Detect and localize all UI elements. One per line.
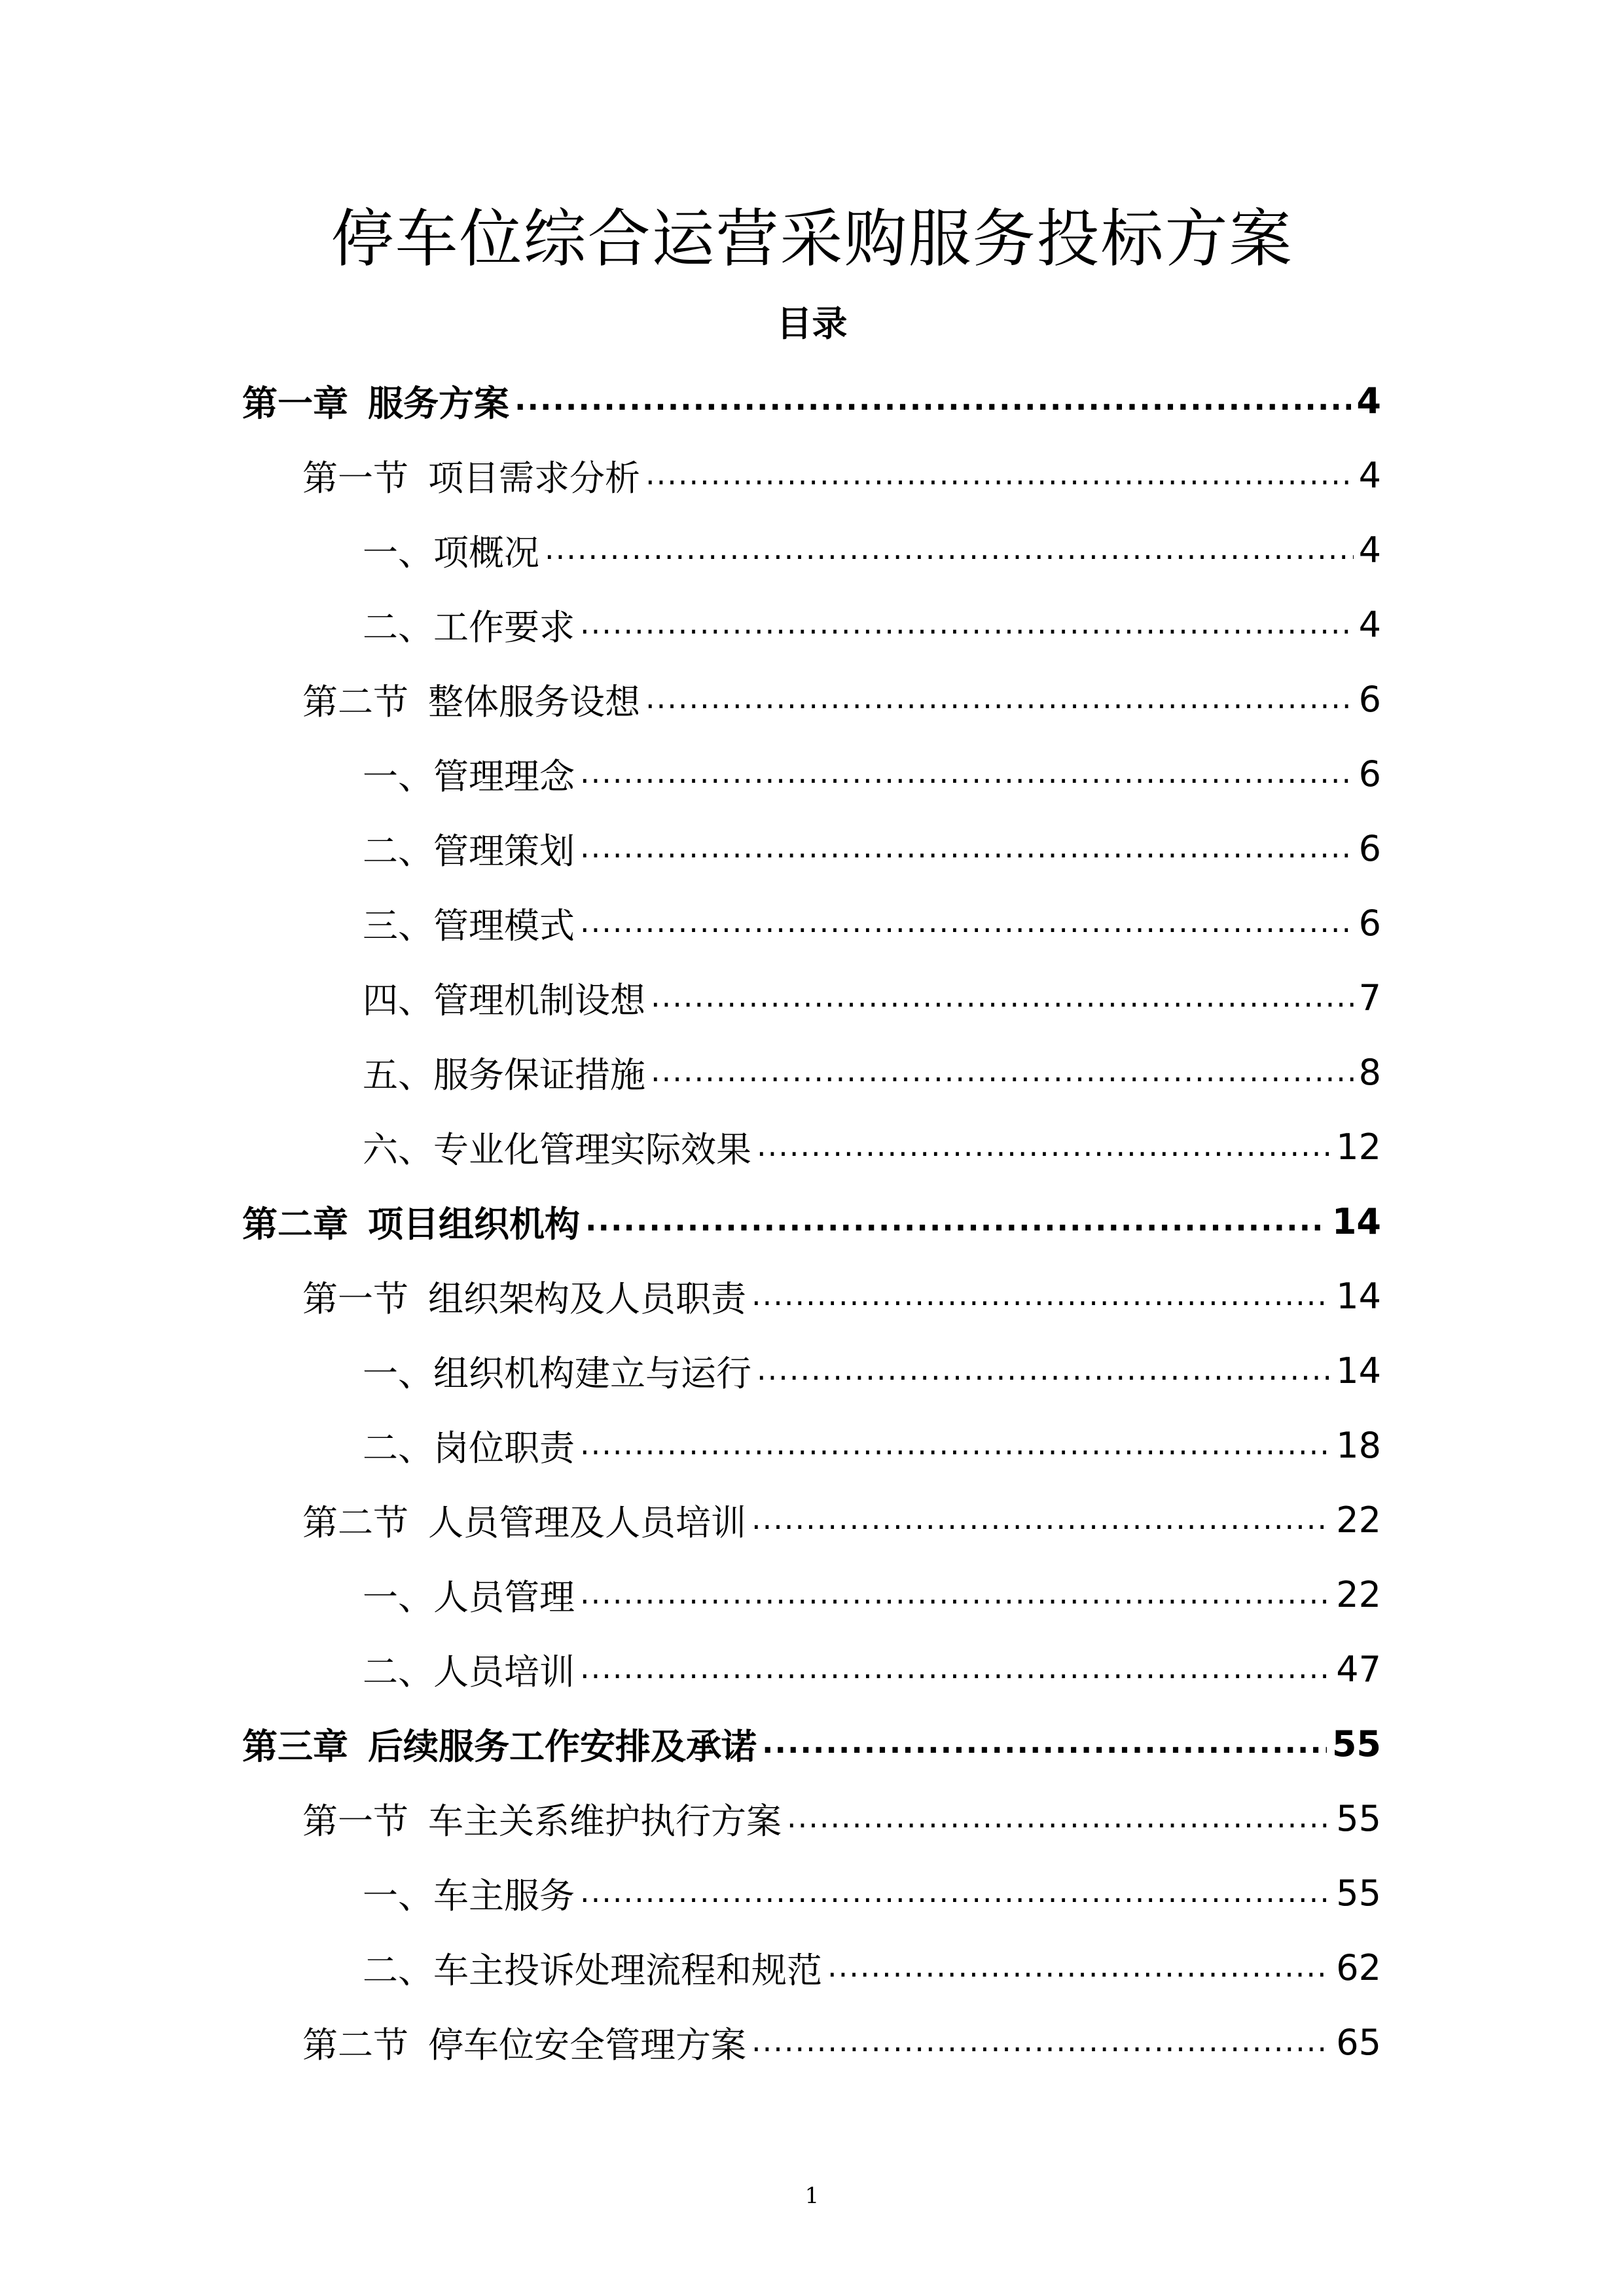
toc-subsection[interactable] <box>242 1930 1381 2005</box>
toc-entry-prefix: 第三章 <box>242 1725 348 1767</box>
toc-entry-label <box>363 1570 575 1620</box>
toc-entry-text: 服务方案 <box>368 382 509 424</box>
toc-entry-page: 6 <box>1358 753 1381 795</box>
toc-subsection[interactable] <box>242 1035 1381 1109</box>
toc-entry-page: 4 <box>1358 454 1381 496</box>
toc-subsection[interactable] <box>242 1109 1381 1184</box>
dot-leader <box>645 676 1354 722</box>
toc-entry-text: 二、工作要求 <box>363 606 575 648</box>
dot-leader <box>514 378 1351 423</box>
toc-entry-text: 人员管理及人员培训 <box>428 1501 746 1543</box>
toc-entry-prefix: 第一节 <box>302 1800 408 1842</box>
toc-entry-text: 组织架构及人员职责 <box>428 1278 746 1319</box>
toc-entry-label <box>363 600 575 650</box>
toc-entry-prefix: 第一节 <box>302 457 408 499</box>
toc-subsection[interactable] <box>242 1333 1381 1408</box>
toc-subsection[interactable] <box>242 587 1381 662</box>
dot-leader <box>580 751 1354 797</box>
toc-entry-label <box>242 376 509 426</box>
toc-entry-text: 一、管理理念 <box>363 755 575 797</box>
toc-entry-label <box>363 898 575 948</box>
toc-entry-page: 12 <box>1336 1126 1381 1168</box>
toc-entry-page: 4 <box>1358 603 1381 645</box>
toc-section[interactable] <box>242 1259 1381 1333</box>
toc-entry-text: 二、岗位职责 <box>363 1427 575 1469</box>
toc-section[interactable] <box>242 438 1381 512</box>
toc-entry-page: 47 <box>1336 1648 1381 1690</box>
toc-entry-prefix: 第一章 <box>242 382 348 424</box>
toc-chapter[interactable] <box>242 1184 1381 1259</box>
toc-section[interactable] <box>242 1482 1381 1557</box>
toc-heading: 目录 <box>776 303 848 344</box>
dot-leader <box>585 1198 1327 1244</box>
dot-leader <box>645 452 1354 498</box>
toc-entry-page: 6 <box>1358 827 1381 869</box>
dot-leader <box>651 1049 1354 1095</box>
toc-entry-prefix: 第二章 <box>242 1203 348 1245</box>
toc-entry-page: 22 <box>1336 1499 1381 1541</box>
toc-subsection[interactable] <box>242 1557 1381 1632</box>
dot-leader <box>757 1124 1331 1170</box>
dot-leader <box>787 1795 1331 1841</box>
toc-entry-label <box>302 674 640 725</box>
dot-leader <box>827 1945 1331 1990</box>
toc-entry-text: 后续服务工作安排及承诺 <box>368 1725 757 1767</box>
toc-entry-text: 三、管理模式 <box>363 905 575 946</box>
dot-leader <box>580 1571 1331 1617</box>
toc-entry-page: 55 <box>1336 1872 1381 1914</box>
toc-entry-text: 车主关系维护执行方案 <box>428 1800 782 1842</box>
toc-entry-page: 18 <box>1336 1424 1381 1466</box>
toc-subsection[interactable] <box>242 960 1381 1035</box>
toc-section[interactable] <box>242 662 1381 736</box>
toc-entry-label <box>363 1868 575 1918</box>
dot-leader <box>751 2019 1331 2065</box>
toc-entry-label <box>302 1271 746 1321</box>
toc-entry-page: 22 <box>1336 1573 1381 1615</box>
toc-entry-text: 一、车主服务 <box>363 1874 575 1916</box>
toc-entry-page: 7 <box>1358 977 1381 1018</box>
toc-entry-text: 五、服务保证措施 <box>363 1054 645 1096</box>
toc-entry-prefix: 第二节 <box>302 2024 408 2066</box>
dot-leader <box>580 900 1354 946</box>
dot-leader <box>762 1721 1327 1767</box>
toc-entry-page: 62 <box>1336 1946 1381 1988</box>
toc-entry-text: 项目组织机构 <box>368 1203 580 1245</box>
toc-entry-page: 55 <box>1336 1797 1381 1839</box>
toc-entry-label <box>363 1346 751 1396</box>
toc-entry-page: 14 <box>1336 1275 1381 1317</box>
toc-entry-page: 6 <box>1358 678 1381 720</box>
toc-entry-text: 二、管理策划 <box>363 830 575 872</box>
toc-subsection[interactable] <box>242 1856 1381 1930</box>
toc-entry-label <box>363 749 575 799</box>
toc-entry-page: 55 <box>1331 1723 1381 1765</box>
toc-subsection[interactable] <box>242 1632 1381 1706</box>
document-title: 停车位综合运营采购服务投标方案 <box>331 202 1293 276</box>
toc-entry-page: 4 <box>1358 529 1381 571</box>
toc-subsection[interactable] <box>242 736 1381 811</box>
toc-entry-text: 项目需求分析 <box>428 457 640 499</box>
toc-entry-page: 14 <box>1336 1350 1381 1391</box>
toc-entry-prefix: 第二节 <box>302 681 408 723</box>
toc-chapter[interactable] <box>242 1706 1381 1781</box>
dot-leader <box>580 1422 1331 1468</box>
toc-entry-text: 二、车主投诉处理流程和规范 <box>363 1949 822 1991</box>
toc-entry-label <box>363 1943 822 1993</box>
toc-entry-prefix: 第一节 <box>302 1278 408 1319</box>
dot-leader <box>580 601 1354 647</box>
toc-section[interactable] <box>242 1781 1381 1856</box>
toc-entry-label <box>363 973 645 1023</box>
toc-entry-label <box>302 1793 782 1844</box>
toc-subsection[interactable] <box>242 512 1381 587</box>
dot-leader <box>580 825 1354 871</box>
page-number: 1 <box>804 2183 820 2209</box>
toc-entry-label <box>363 823 575 874</box>
dot-leader <box>651 975 1354 1020</box>
toc-entry-label <box>363 525 539 575</box>
toc-entry-label <box>302 450 640 501</box>
toc-entry-label <box>242 1719 757 1769</box>
toc-entry-page: 8 <box>1358 1051 1381 1093</box>
toc-entry-text: 一、项概况 <box>363 531 539 573</box>
dot-leader <box>545 527 1354 573</box>
toc-entry-label <box>363 1122 751 1172</box>
toc-entry-page: 6 <box>1358 902 1381 944</box>
toc-subsection[interactable] <box>242 1408 1381 1482</box>
toc-entry-text: 一、人员管理 <box>363 1576 575 1618</box>
toc-entry-label <box>363 1420 575 1471</box>
toc-subsection[interactable] <box>242 886 1381 960</box>
toc-entry-label <box>302 2017 746 2068</box>
toc-entry-label <box>363 1644 575 1695</box>
toc-entry-page: 14 <box>1331 1200 1381 1242</box>
dot-leader <box>751 1497 1331 1543</box>
toc-entry-label <box>242 1196 580 1247</box>
toc-subsection[interactable] <box>242 811 1381 886</box>
toc-entry-text: 四、管理机制设想 <box>363 979 645 1021</box>
toc-entry-label <box>302 1495 746 1545</box>
dot-leader <box>580 1870 1331 1916</box>
dot-leader <box>580 1646 1331 1692</box>
dot-leader <box>751 1273 1331 1319</box>
toc-entry-text: 整体服务设想 <box>428 681 640 723</box>
toc-section[interactable] <box>242 2005 1381 2079</box>
toc-chapter[interactable] <box>242 363 1381 438</box>
toc-entry-text: 停车位安全管理方案 <box>428 2024 746 2066</box>
toc-entry-text: 一、组织机构建立与运行 <box>363 1352 751 1394</box>
toc-entry-text: 六、专业化管理实际效果 <box>363 1128 751 1170</box>
toc-entry-label <box>363 1047 645 1098</box>
toc-entry-page: 4 <box>1356 380 1381 422</box>
toc-entry-prefix: 第二节 <box>302 1501 408 1543</box>
toc-entry-page: 65 <box>1336 2021 1381 2063</box>
toc-entry-text: 二、人员培训 <box>363 1651 575 1693</box>
table-of-contents <box>242 363 1381 2079</box>
dot-leader <box>757 1348 1331 1393</box>
